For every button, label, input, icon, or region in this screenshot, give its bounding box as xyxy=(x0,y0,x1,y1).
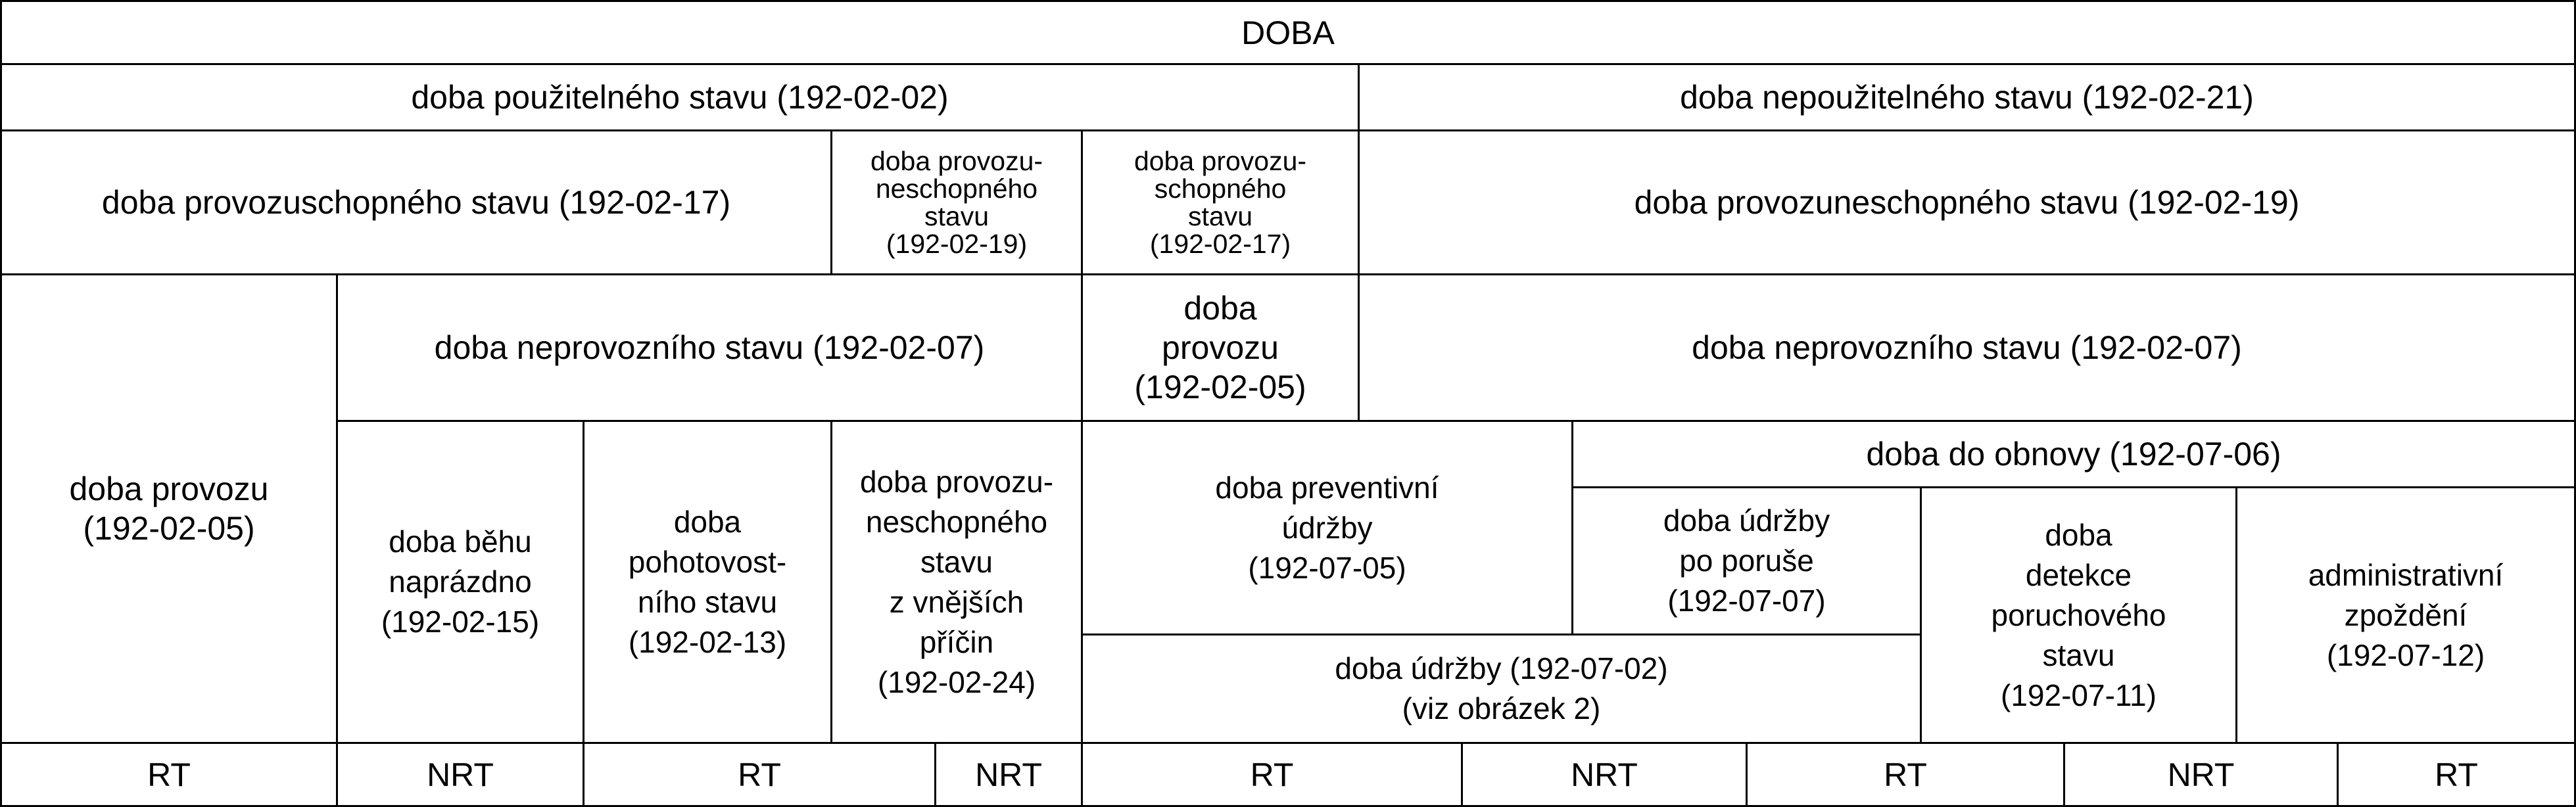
non-operating-left-cell xyxy=(336,273,1083,422)
time-to-restoration-label: doba do obnovy (192-07-06) xyxy=(1866,436,2281,473)
bottom-cell-nrt-2 xyxy=(934,742,1083,807)
down-state-small-cell xyxy=(830,129,1083,275)
unusable-state-label: doba nepoužitelného stavu (192-02-21) xyxy=(1680,79,2254,116)
up-state-label: doba provozuschopného stavu (192-02-17) xyxy=(101,184,731,221)
corrective-maintenance-cell xyxy=(1571,486,1922,635)
external-disabled-cell xyxy=(830,420,1083,744)
time-to-restoration-cell xyxy=(1571,420,2576,488)
non-operating-left-label: doba neprovozního stavu (192-02-07) xyxy=(434,329,985,366)
standby-time-label: doba pohotovost- ního stavu (192-02-13) xyxy=(628,504,787,659)
maintenance-time-label: doba údržby (192-07-02) (viz obrázek 2) xyxy=(1335,651,1668,726)
external-disabled-label: doba provozu- neschopného stavu z vnějších příčin (192-02-24) xyxy=(859,464,1054,699)
bottom-label: NRT xyxy=(2167,756,2235,793)
bottom-cell-rt-1 xyxy=(0,742,338,807)
bottom-label: NRT xyxy=(427,756,494,793)
preventive-maintenance-cell xyxy=(1081,420,1573,635)
administrative-delay-cell xyxy=(2235,486,2576,744)
up-state-cell xyxy=(0,129,832,275)
up-state-small-cell xyxy=(1081,129,1360,275)
fault-detection-cell xyxy=(1920,486,2237,744)
preventive-maintenance-label: doba preventivní údržby (192-07-05) xyxy=(1215,470,1439,585)
standby-time-cell xyxy=(583,420,832,744)
operating-time-left-cell xyxy=(0,273,338,744)
bottom-label: RT xyxy=(2435,756,2478,793)
bottom-label: RT xyxy=(1250,756,1294,793)
bottom-cell-nrt-3 xyxy=(1461,742,1748,807)
non-operating-right-label: doba neprovozního stavu (192-02-07) xyxy=(1692,329,2242,366)
administrative-delay-label: administrativní zpoždění (192-07-12) xyxy=(2308,557,2504,672)
bottom-cell-nrt-1 xyxy=(336,742,584,807)
idle-time-label: doba běhu naprázdno (192-02-15) xyxy=(381,524,540,639)
header-label: DOBA xyxy=(1241,14,1335,51)
down-state-large-label: doba provozuneschopného stavu (192-02-19) xyxy=(1634,184,2300,221)
down-state-small-label: doba provozu- neschopného stavu (192-02-19) xyxy=(870,146,1043,259)
unusable-state-cell xyxy=(1358,63,2576,131)
operating-time-mid-cell xyxy=(1081,273,1360,422)
corrective-maintenance-label: doba údržby po poruše (192-07-07) xyxy=(1663,503,1830,618)
usable-state-label: doba použitelného stavu (192-02-02) xyxy=(411,79,949,116)
fault-detection-label: doba detekce poruchového stavu (192-07-11) xyxy=(1991,517,2166,712)
bottom-label: NRT xyxy=(975,756,1042,793)
bottom-cell-rt-5 xyxy=(2337,742,2576,807)
down-state-large-cell xyxy=(1358,129,2576,275)
operating-time-mid-label: doba provozu (192-02-05) xyxy=(1134,290,1306,405)
header-cell xyxy=(0,0,2576,65)
non-operating-right-cell xyxy=(1358,273,2576,422)
bottom-cell-rt-4 xyxy=(1746,742,2065,807)
bottom-cell-rt-2 xyxy=(583,742,936,807)
bottom-cell-nrt-4 xyxy=(2063,742,2339,807)
up-state-small-label: doba provozu- schopného stavu (192-02-17) xyxy=(1133,146,1307,259)
usable-state-cell xyxy=(0,63,1360,131)
bottom-label: RT xyxy=(738,756,781,793)
maintenance-time-cell xyxy=(1081,634,1922,744)
idle-time-cell xyxy=(336,420,584,744)
bottom-label: NRT xyxy=(1571,756,1638,793)
operating-time-left-label: doba provozu (192-02-05) xyxy=(69,471,269,547)
bottom-label: RT xyxy=(1884,756,1927,793)
bottom-label: RT xyxy=(147,756,191,793)
bottom-cell-rt-3 xyxy=(1081,742,1463,807)
